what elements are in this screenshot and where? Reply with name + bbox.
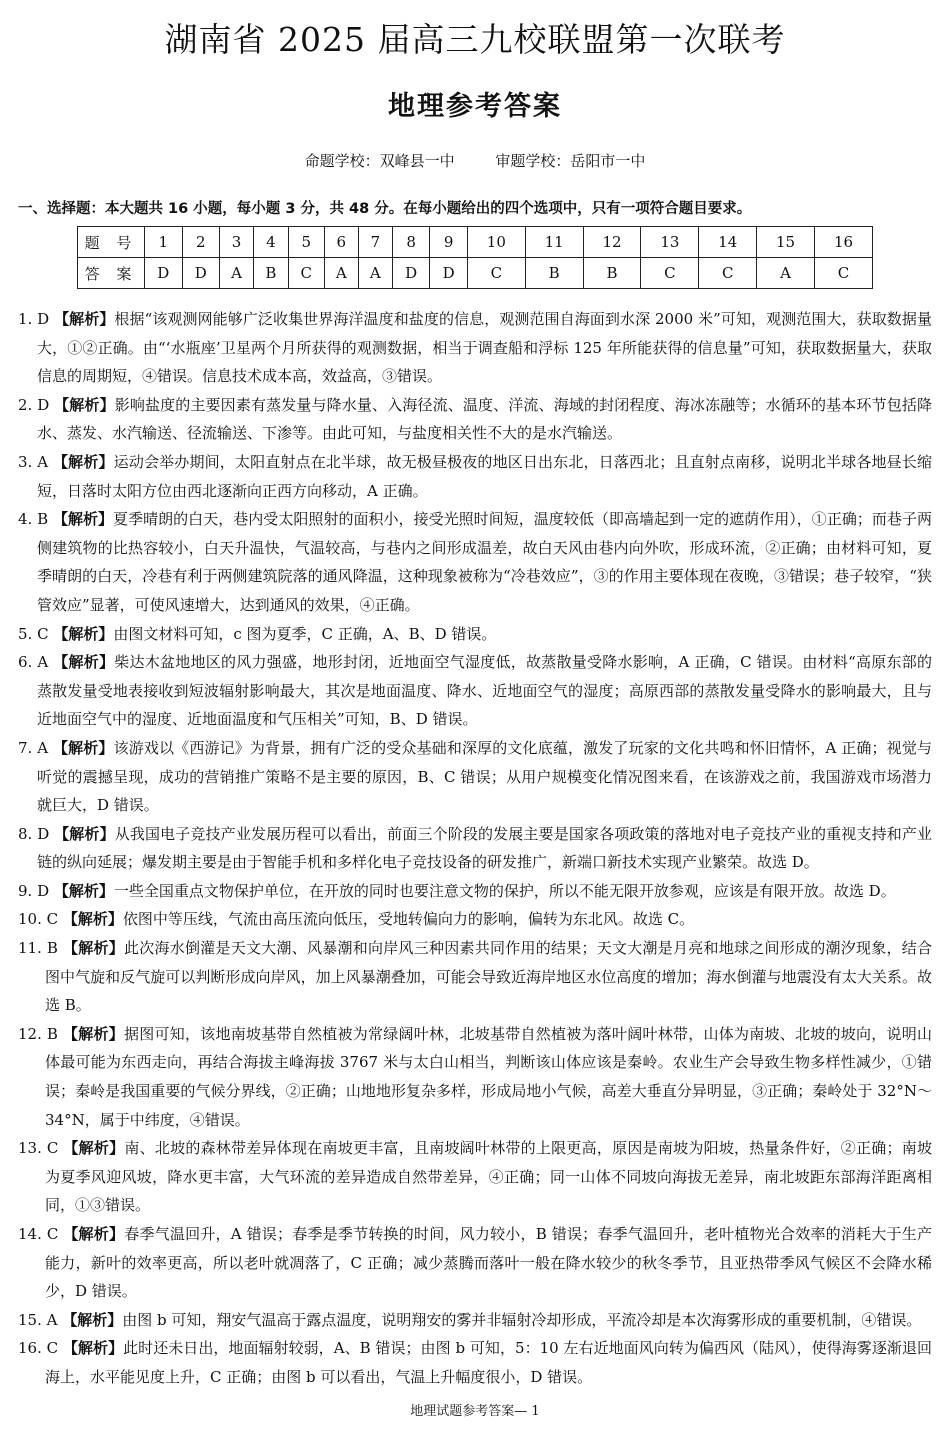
answer-cell: D (182, 258, 220, 289)
explanation-number: 3. A (18, 452, 49, 471)
explanation-number: 9. D (18, 881, 50, 900)
explanation-item (18, 905, 932, 934)
answer-cell: C (641, 258, 699, 289)
explanation-text: 一些全国重点文物保护单位，在开放的同时也要注意文物的保护，所以不能无限开放参观，应该是有限开放。故选 D。 (113, 881, 896, 900)
explanation-number: 8. D (18, 824, 50, 843)
section-heading: 一、选择题：本大题共 16 小题，每小题 3 分，共 48 分。在每小题给出的四个选项中，只有一项符合题目要求。 (18, 201, 752, 217)
explanation-text: 运动会举办期间，太阳直射点在北半球，故无极昼极夜的地区日出东北，日落西北；且直射点南移，说明北半球各地昼长缩短，日落时太阳方位由西北逐渐向正西方向移动，A 正确。 (37, 452, 932, 500)
explanation-item (18, 1306, 932, 1335)
answer-cell: C (814, 258, 872, 289)
answer-cell: A (358, 258, 392, 289)
explanation-text: 此时还未日出，地面辐射较弱，A、B 错误；由图 b 可知，5：10 左右近地面风向转为偏西风（陆风），使得海雾逐渐退回海上，水平能见度上升，C 正确；由图 b 可以看出，气温上升幅度很小，D 错误。 (45, 1339, 932, 1386)
answer-table-answer-row (78, 258, 873, 289)
question-number-cell: 4 (254, 227, 289, 258)
answer-cell: B (583, 258, 641, 289)
explanation-item (18, 877, 932, 906)
explanation-text: 从我国电子竞技产业发展历程可以看出，前面三个阶段的发展主要是国家各项政策的落地对电子竞技产业的重视支持和产业链的纵向延展；爆发期主要是由于智能手机和多样化电子竞技设备的研发推广，新端口新技术实现产业繁荣。故选 D。 (37, 824, 932, 872)
question-number-cell: 5 (288, 227, 324, 258)
explanation-text: 夏季晴朗的白天，巷内受太阳照射的面积小，接受光照时间短，温度较低（即高墙起到一定的遮荫作用），①正确；而巷子两侧建筑物的比热容较小，白天升温快，气温较高，与巷内之间形成温差，故白天风由巷内向外吹，形成环流，②正确；由材料可知，夏季晴朗的白天，冷巷有利于两侧建筑院落的通风降温，这种现象被称为“冷巷效应”，③的作用主要体现在夜晚，③错误；巷子较窄，“狭管效应”显著，可使风速增大，达到通风的效果，④正确。 (37, 510, 932, 614)
school-credits (0, 150, 950, 171)
explanation-item (18, 1134, 932, 1220)
explanation-tag: 【解析】 (62, 1310, 123, 1329)
answer-cell: D (392, 258, 430, 289)
answer-cell: C (467, 258, 525, 289)
explanation-item (18, 934, 932, 1020)
explanation-tag: 【解析】 (53, 624, 114, 643)
explanation-item (18, 820, 932, 877)
explanation-text: 根据“该观测网能够广泛收集世界海洋温度和盐度的信息，观测范围自海面到水深 2000 米”可知，观测范围大，获取数据量大，①②正确。由“‘水瓶座’卫星两个月所获得的观测数据，相当于调查船和浮标 125 年所能获得的信息量”可知，获取数据量大，获取信息的周期短，④错误。信息技术成本高，效益高，③错误。 (37, 310, 932, 386)
explanation-tag: 【解析】 (54, 395, 115, 414)
explanation-number: 6. A (18, 653, 49, 672)
explanation-tag: 【解析】 (53, 653, 115, 672)
answer-cell: A (220, 258, 254, 289)
explanation-tag: 【解析】 (52, 738, 114, 757)
row-label-number: 题 号 (78, 227, 145, 258)
document-title: 湖南省 2025 届高三九校联盟第一次联考 (164, 20, 786, 59)
explanation-tag: 【解析】 (62, 910, 123, 929)
explanation-number: 13. C (18, 1139, 59, 1158)
explanation-item (18, 1220, 932, 1306)
explanation-text: 据图可知，该地南坡基带自然植被为常绿阔叶林，北坡基带自然植被为落叶阔叶林带，山体为南坡、北坡的坡向，说明山体最可能为东西走向，再结合海拔主峰海拔 3767 米与太白山相当，判断该山体应该是秦岭。农业生产会导致生物多样性减少，①错误；秦岭是我国重要的气候分界线，②正确；山地地形复杂多样，形成局地小气候，高差大垂直分异明显，③正确；秦岭处于 32°N～34°N，属于中纬度，④错误。 (45, 1024, 932, 1129)
explanation-text: 由图文材料可知，c 图为夏季，C 正确，A、B、D 错误。 (113, 624, 497, 643)
explanation-item (18, 734, 932, 820)
question-number-cell: 2 (182, 227, 220, 258)
explanation-text: 柴达木盆地地区的风力强盛，地形封闭，近地面空气湿度低，故蒸散量受降水影响，A 正确，C 错误。由材料“高原东部的蒸散发量受地表接收到短波辐射影响最大，其次是地面温度、降水、近地面空气的湿度；高原西部的蒸散发量受降水的影响最大，且与近地面空气中的湿度、近地面温度和气压相关”可知，B、D 错误。 (37, 653, 932, 729)
explanation-number: 15. A (18, 1310, 58, 1329)
answer-cell: C (699, 258, 757, 289)
explanation-number: 16. C (18, 1339, 59, 1358)
answer-cell: B (525, 258, 583, 289)
explanation-text: 由图 b 可知，翔安气温高于露点温度，说明翔安的雾并非辐射冷却形成，平流冷却是本次海雾形成的重要机制，④错误。 (122, 1310, 922, 1329)
explanation-number: 7. A (18, 738, 49, 757)
explanation-tag: 【解析】 (63, 1225, 125, 1243)
explanation-item (18, 448, 932, 505)
explanation-item (18, 505, 932, 619)
explanation-item (18, 1020, 932, 1134)
question-number-cell: 7 (358, 227, 392, 258)
explanation-tag: 【解析】 (53, 881, 114, 900)
explanation-item (18, 620, 932, 649)
question-number-cell: 13 (641, 227, 699, 258)
explanation-number: 2. D (18, 395, 50, 414)
explanation-tag: 【解析】 (54, 824, 115, 843)
question-number-cell: 15 (757, 227, 815, 258)
answer-cell: B (254, 258, 289, 289)
explanations-list (18, 305, 932, 1392)
page-footer: 地理试题参考答案— 1 (410, 1404, 540, 1419)
row-label-answer: 答 案 (78, 258, 145, 289)
explanation-tag: 【解析】 (52, 510, 114, 529)
proposer-school: 命题学校：双峰县一中 (304, 152, 455, 170)
answer-cell: A (757, 258, 815, 289)
question-number-cell: 14 (699, 227, 757, 258)
explanation-number: 11. B (18, 939, 58, 958)
question-number-cell: 6 (324, 227, 358, 258)
explanation-number: 4. B (18, 510, 49, 529)
question-number-cell: 11 (525, 227, 583, 258)
explanation-number: 1. D (18, 310, 50, 328)
explanation-number: 12. B (18, 1024, 58, 1043)
explanation-item (18, 1334, 932, 1391)
reviewer-school: 审题学校：岳阳市一中 (495, 152, 646, 170)
explanation-number: 5. C (18, 624, 49, 643)
explanation-tag: 【解析】 (62, 939, 124, 958)
answer-cell: A (324, 258, 358, 289)
question-number-cell: 1 (145, 227, 183, 258)
explanation-text: 此次海水倒灌是天文大潮、风暴潮和向岸风三种因素共同作用的结果；天文大潮是月亮和地球之间形成的潮汐现象，结合图中气旋和反气旋可以判断形成向岸风，加上风暴潮叠加，可能会导致近海岸地区水位高度的增加；海水倒灌与地震没有太大关系。故选 B。 (45, 939, 932, 1015)
explanation-text: 该游戏以《西游记》为背景，拥有广泛的受众基础和深厚的文化底蕴，激发了玩家的文化共鸣和怀旧情怀，A 正确；视觉与听觉的震撼呈现，成功的营销推广策略不是主要的原因，B、C 错误；从用户规模变化情况图来看，在该游戏之前，我国游戏市场潜力就巨大，D 错误。 (37, 738, 932, 815)
explanation-text: 影响盐度的主要因素有蒸发量与降水量、入海径流、温度、洋流、海域的封闭程度、海冰冻融等；水循环的基本环节包括降水、蒸发、水汽输送、径流输送、下渗等。由此可知，与盐度相关性不大的是水汽输送。 (37, 395, 932, 443)
question-number-cell: 9 (430, 227, 468, 258)
explanation-number: 14. C (18, 1225, 59, 1243)
question-number-cell: 16 (814, 227, 872, 258)
question-number-cell: 12 (583, 227, 641, 258)
explanation-item (18, 391, 932, 448)
answer-table-number-row (78, 227, 873, 258)
explanation-item (18, 648, 932, 734)
explanation-text: 春季气温回升，A 错误；春季是季节转换的时间，风力较小，B 错误；春季气温回升，老叶植物光合效率的消耗大于生产能力，新叶的效率更高，所以老叶就凋落了，C 正确；减少蒸腾而落叶一般在降水较少的秋冬季节，且亚热带季风气候区不会降水稀少，D 错误。 (45, 1225, 932, 1301)
answer-cell: D (430, 258, 468, 289)
explanation-tag: 【解析】 (63, 1139, 125, 1158)
explanation-item (18, 305, 932, 391)
explanation-tag: 【解析】 (54, 310, 115, 328)
explanation-number: 10. C (18, 910, 59, 929)
document-subtitle: 地理参考答案 (388, 91, 562, 122)
question-number-cell: 10 (467, 227, 525, 258)
answer-cell: D (145, 258, 183, 289)
explanation-tag: 【解析】 (53, 452, 114, 471)
explanation-text: 依图中等压线，气流由高压流向低压，受地转偏向力的影响，偏转为东北风。故选 C。 (122, 910, 695, 929)
question-number-cell: 8 (392, 227, 430, 258)
answer-cell: C (288, 258, 324, 289)
explanation-tag: 【解析】 (62, 1024, 124, 1043)
question-number-cell: 3 (220, 227, 254, 258)
explanation-text: 南、北坡的森林带差异体现在南坡更丰富，且南坡阔叶林带的上限更高，原因是南坡为阳坡，热量条件好，②正确；南坡为夏季风迎风坡，降水更丰富，大气环流的差异造成自然带差异，④正确；同一山体不同坡向海拔无差异，南北坡距东部海洋距离相同，①③错误。 (45, 1139, 932, 1215)
answer-table (77, 226, 873, 289)
explanation-tag: 【解析】 (62, 1339, 124, 1358)
